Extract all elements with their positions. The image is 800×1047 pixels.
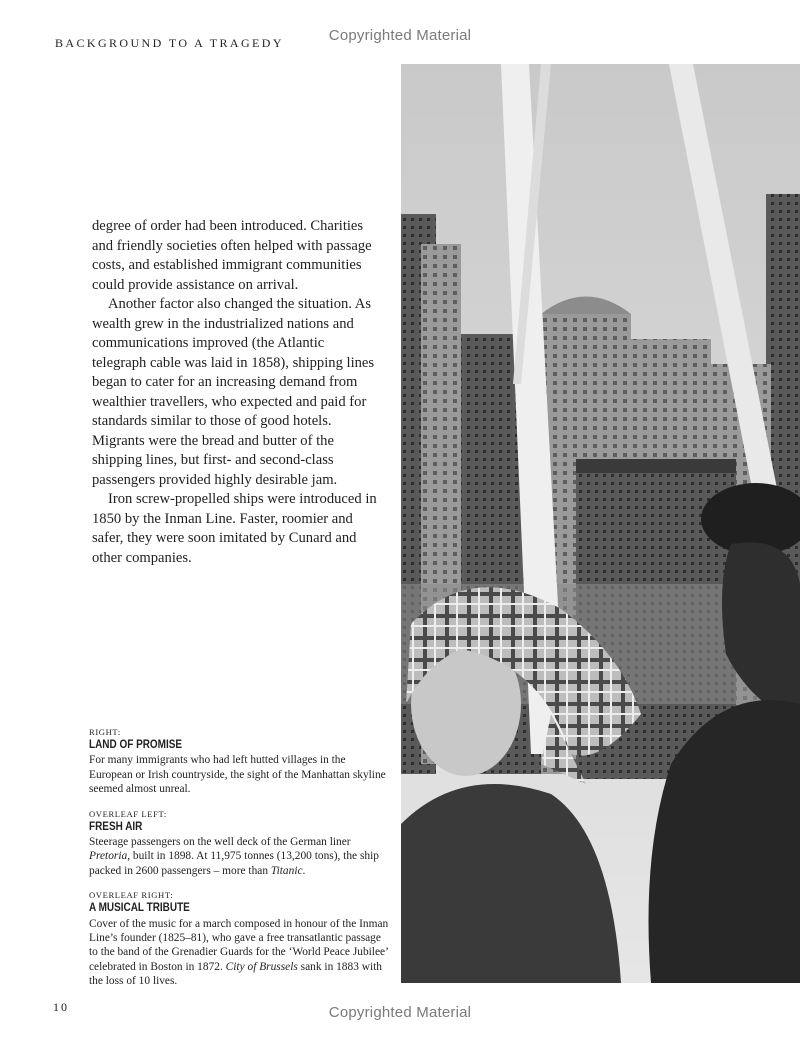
caption-text-part: Cover of the music for a march composed in honour of the Inman Line’s founder (1825–81), who gave a free transatlantic passage to the band of the Grenadier Guards for the ‘World Peace Jubilee’ celebrated in Boston in 1872. xyxy=(89,917,389,973)
caption-kicker: OVERLEAF LEFT: xyxy=(89,808,167,819)
page-number: 10 xyxy=(53,1000,69,1014)
caption-text-part: sank in 1883 with the loss of 10 lives. xyxy=(89,960,382,988)
body-paragraph: Iron screw-propelled ships were introduced in 1850 by the Inman Line. Faster, roomier and safer, they were soon imitated by Cunard and other companies. xyxy=(92,491,377,566)
caption-text xyxy=(89,917,389,989)
caption-text-part: Steerage passengers on the well deck of the German liner xyxy=(89,836,351,849)
running-head: BACKGROUND TO A TRAGEDY xyxy=(55,36,284,50)
caption-land-of-promise xyxy=(89,727,389,797)
caption-title: LAND OF PROMISE xyxy=(89,738,183,751)
caption-ship-name: Titanic xyxy=(270,864,303,877)
caption-text-part: , built in 1898. At 11,975 tonnes (13,200 tons), the ship packed in 2600 passengers – more than xyxy=(89,850,379,877)
watermark-top: Copyrighted Material xyxy=(328,27,472,44)
caption-title: FRESH AIR xyxy=(89,819,143,833)
captions xyxy=(89,727,389,1001)
caption-text-part: . xyxy=(302,864,306,877)
caption-musical-tribute xyxy=(89,890,389,988)
body-paragraph: degree of order had been introduced. Charities and friendly societies often helped with passage costs, and established immigrant communities could provide assistance on arrival. xyxy=(92,218,372,293)
caption-kicker: RIGHT: xyxy=(89,727,121,737)
caption-text xyxy=(89,835,389,878)
caption-text: For many immigrants who had left hutted villages in the European or Irish countryside, the sight of the Manhattan skyline seemed almost unreal. xyxy=(89,754,386,796)
caption-kicker: OVERLEAF RIGHT: xyxy=(89,890,174,901)
caption-ship-name: City of Brussels xyxy=(225,960,298,973)
body-paragraph: Another factor also changed the situation. As wealth grew in the industrialized nations and communications improved (the Atlantic telegraph cable was laid in 1858), shipping lines began to cater for an increasing demand from wealthier travellers, who expected and paid for standards similar to those of good hotels. Migrants were the bread and butter of the shipping lines, but first- and second-class passengers provided highly desirable jam. xyxy=(92,296,375,488)
watermark-bottom: Copyrighted Material xyxy=(328,1004,472,1021)
caption-ship-name: Pretoria xyxy=(89,850,128,863)
caption-fresh-air xyxy=(89,809,389,879)
caption-title: A MUSICAL TRIBUTE xyxy=(89,901,190,915)
body-text xyxy=(92,217,382,568)
photo-illustration xyxy=(401,64,800,983)
manhattan-skyline-photo xyxy=(401,64,800,983)
